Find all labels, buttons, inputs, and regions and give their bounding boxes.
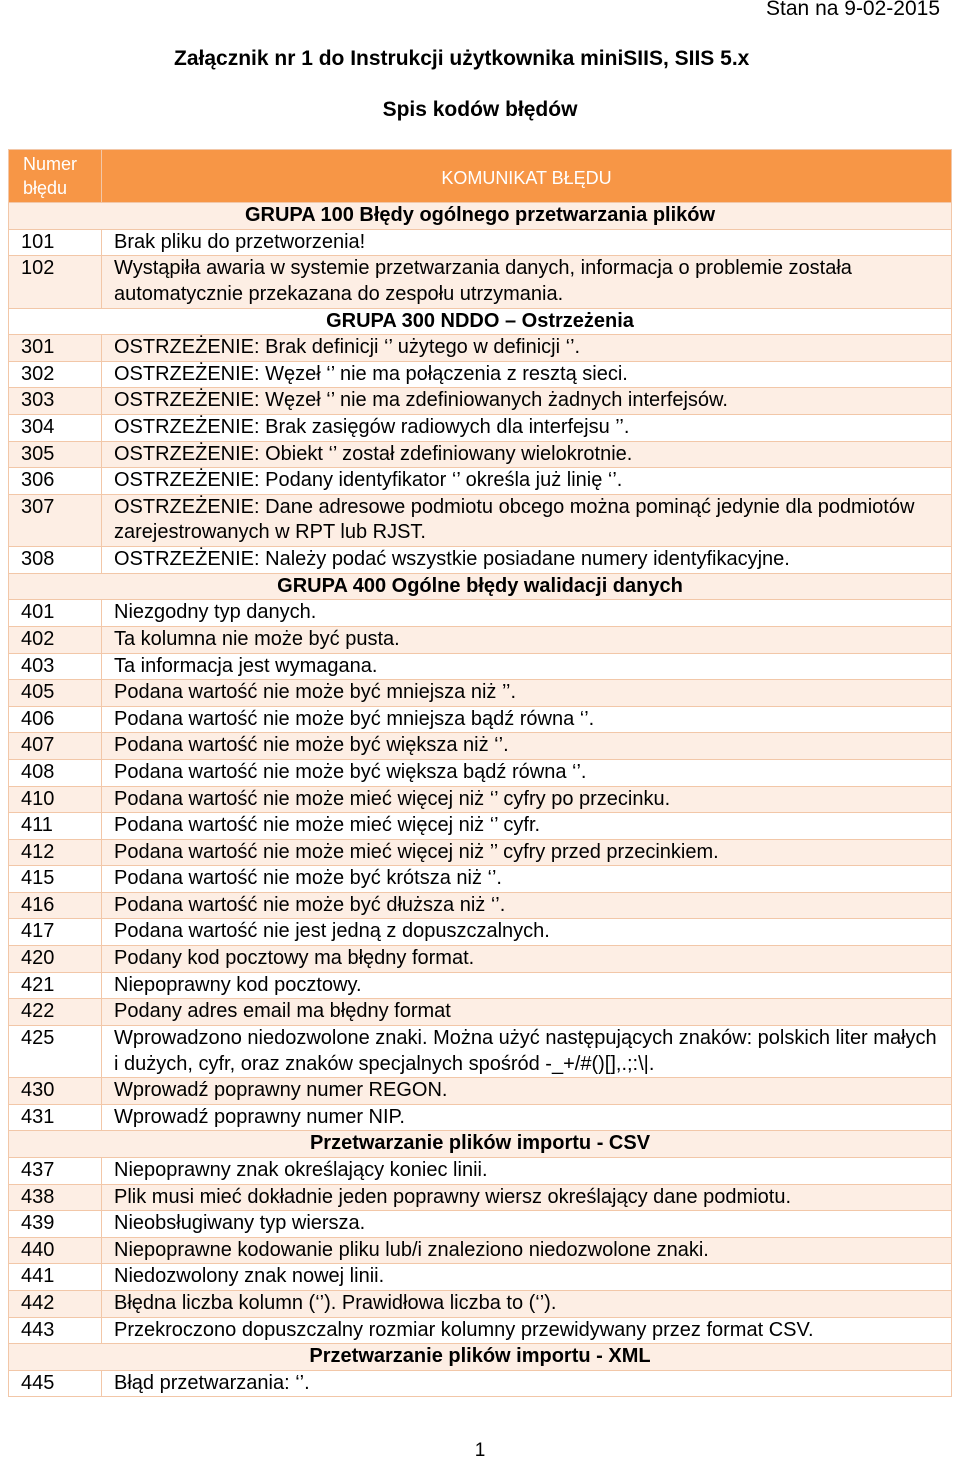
error-code: 302 <box>9 361 102 388</box>
error-code: 443 <box>9 1317 102 1344</box>
error-message: Podana wartość nie może być mniejsza bądź równa ‘’. <box>102 706 952 733</box>
table-row <box>9 335 952 362</box>
error-message: Niepoprawny kod pocztowy. <box>102 972 952 999</box>
table-row <box>9 680 952 707</box>
error-code: 306 <box>9 468 102 495</box>
error-message: Ta informacja jest wymagana. <box>102 653 952 680</box>
error-code: 101 <box>9 229 102 256</box>
table-row <box>9 441 952 468</box>
error-message: Podana wartość nie może mieć więcej niż ‘’ cyfry po przecinku. <box>102 786 952 813</box>
table-row <box>9 256 952 308</box>
error-message: Podana wartość nie może być większa niż ‘’. <box>102 733 952 760</box>
table-row <box>9 972 952 999</box>
table-row <box>9 468 952 495</box>
table-row <box>9 892 952 919</box>
table-row <box>9 866 952 893</box>
table-row <box>9 653 952 680</box>
error-code: 417 <box>9 919 102 946</box>
error-code: 438 <box>9 1184 102 1211</box>
group-title: GRUPA 400 Ogólne błędy walidacji danych <box>9 573 952 600</box>
error-message: Podana wartość nie może mieć więcej niż ’’ cyfry przed przecinkiem. <box>102 839 952 866</box>
error-code: 407 <box>9 733 102 760</box>
table-row <box>9 946 952 973</box>
table-row <box>9 706 952 733</box>
error-code: 408 <box>9 759 102 786</box>
error-code: 415 <box>9 866 102 893</box>
page-number: 1 <box>474 1440 486 1461</box>
status-date: Stan na 9-02-2015 <box>766 0 940 20</box>
table-row <box>9 919 952 946</box>
error-message: Podana wartość nie może być mniejsza niż ’’. <box>102 680 952 707</box>
error-message: Wprowadzono niedozwolone znaki. Można użyć następujących znaków: polskich liter małych i dużych, cyfr, oraz znaków specjalnych spośród -_+/#()[],.;:\|. <box>102 1025 952 1077</box>
error-message: OSTRZEŻENIE: Podany identyfikator ‘’ określa już linię ‘’. <box>102 468 952 495</box>
table-row <box>9 1025 952 1077</box>
error-code: 308 <box>9 547 102 574</box>
error-code: 401 <box>9 600 102 627</box>
table-row <box>9 361 952 388</box>
group-header-row <box>9 203 952 230</box>
table-row <box>9 494 952 546</box>
error-code: 420 <box>9 946 102 973</box>
error-code: 437 <box>9 1158 102 1185</box>
error-code: 301 <box>9 335 102 362</box>
table-row <box>9 1184 952 1211</box>
error-code: 439 <box>9 1211 102 1238</box>
table-header-row <box>9 150 952 203</box>
error-code: 412 <box>9 839 102 866</box>
error-message: OSTRZEŻENIE: Węzeł ‘’ nie ma zdefiniowanych żadnych interfejsów. <box>102 388 952 415</box>
table-row <box>9 999 952 1026</box>
table-row <box>9 600 952 627</box>
error-message: Podana wartość nie może mieć więcej niż ‘’ cyfr. <box>102 813 952 840</box>
error-message: Podany adres email ma błędny format <box>102 999 952 1026</box>
error-code: 410 <box>9 786 102 813</box>
table-row <box>9 733 952 760</box>
table-row <box>9 626 952 653</box>
error-code: 440 <box>9 1237 102 1264</box>
error-code: 425 <box>9 1025 102 1077</box>
table-row <box>9 229 952 256</box>
table-row <box>9 1317 952 1344</box>
group-header-row <box>9 1131 952 1158</box>
table-row <box>9 1211 952 1238</box>
group-title: GRUPA 100 Błędy ogólnego przetwarzania plików <box>9 203 952 230</box>
error-message: OSTRZEŻENIE: Brak definicji ‘’ użytego w definicji ‘’. <box>102 335 952 362</box>
error-message: Błędna liczba kolumn (‘’). Prawidłowa liczba to (‘’). <box>102 1291 952 1318</box>
error-code: 441 <box>9 1264 102 1291</box>
table-row <box>9 1291 952 1318</box>
error-code: 411 <box>9 813 102 840</box>
error-message: Podana wartość nie może być większa bądź równa ‘’. <box>102 759 952 786</box>
error-message: Brak pliku do przetworzenia! <box>102 229 952 256</box>
error-message: OSTRZEŻENIE: Brak zasięgów radiowych dla interfejsu ’’. <box>102 414 952 441</box>
group-title: Przetwarzanie plików importu - XML <box>9 1344 952 1371</box>
error-codes-body <box>9 150 952 1397</box>
error-code: 442 <box>9 1291 102 1318</box>
error-message: Niepoprawny znak określający koniec linii. <box>102 1158 952 1185</box>
error-message: Plik musi mieć dokładnie jeden poprawny wiersz określający dane podmiotu. <box>102 1184 952 1211</box>
error-message: Wystąpiła awaria w systemie przetwarzania danych, informacja o problemie została automatycznie przekazana do zespołu utrzymania. <box>102 256 952 308</box>
error-code: 430 <box>9 1078 102 1105</box>
error-code: 445 <box>9 1370 102 1397</box>
error-message: Błąd przetwarzania: ‘’. <box>102 1370 952 1397</box>
table-row <box>9 1158 952 1185</box>
error-message: Podana wartość nie jest jedną z dopuszczalnych. <box>102 919 952 946</box>
error-code: 305 <box>9 441 102 468</box>
table-row <box>9 1078 952 1105</box>
table-row <box>9 839 952 866</box>
error-message: Niepoprawne kodowanie pliku lub/i znaleziono niedozwolone znaki. <box>102 1237 952 1264</box>
error-code: 102 <box>9 256 102 308</box>
error-message: Podany kod pocztowy ma błędny format. <box>102 946 952 973</box>
group-title: Przetwarzanie plików importu - CSV <box>9 1131 952 1158</box>
header-code: Numer błędu <box>9 150 102 203</box>
error-message: Niedozwolony znak nowej linii. <box>102 1264 952 1291</box>
error-message: Niezgodny typ danych. <box>102 600 952 627</box>
table-row <box>9 388 952 415</box>
group-header-row <box>9 1344 952 1371</box>
header-message: KOMUNIKAT BŁĘDU <box>102 150 952 203</box>
error-message: Ta kolumna nie może być pusta. <box>102 626 952 653</box>
error-message: OSTRZEŻENIE: Węzeł ‘’ nie ma połączenia z resztą sieci. <box>102 361 952 388</box>
error-code: 421 <box>9 972 102 999</box>
error-message: OSTRZEŻENIE: Obiekt ‘’ został zdefiniowany wielokrotnie. <box>102 441 952 468</box>
error-code: 402 <box>9 626 102 653</box>
table-row <box>9 547 952 574</box>
document-subtitle: Spis kodów błędów <box>382 98 578 121</box>
error-message: OSTRZEŻENIE: Dane adresowe podmiotu obcego można pominąć jedynie dla podmiotów zarejestrowanych w RPT lub RJST. <box>102 494 952 546</box>
table-row <box>9 414 952 441</box>
error-code: 406 <box>9 706 102 733</box>
table-row <box>9 1104 952 1131</box>
table-row <box>9 1237 952 1264</box>
error-message: Wprowadź poprawny numer REGON. <box>102 1078 952 1105</box>
error-code: 304 <box>9 414 102 441</box>
document-title: Załącznik nr 1 do Instrukcji użytkownika miniSIIS, SIIS 5.x <box>174 47 750 70</box>
group-header-row <box>9 573 952 600</box>
table-row <box>9 1264 952 1291</box>
error-code: 405 <box>9 680 102 707</box>
error-code: 303 <box>9 388 102 415</box>
error-code: 422 <box>9 999 102 1026</box>
error-message: Wprowadź poprawny numer NIP. <box>102 1104 952 1131</box>
table-row <box>9 786 952 813</box>
error-code: 431 <box>9 1104 102 1131</box>
error-message: OSTRZEŻENIE: Należy podać wszystkie posiadane numery identyfikacyjne. <box>102 547 952 574</box>
group-header-row <box>9 308 952 335</box>
table-row <box>9 1370 952 1397</box>
group-title: GRUPA 300 NDDO – Ostrzeżenia <box>9 308 952 335</box>
table-row <box>9 759 952 786</box>
error-code: 416 <box>9 892 102 919</box>
table-row <box>9 813 952 840</box>
error-message: Nieobsługiwany typ wiersza. <box>102 1211 952 1238</box>
error-codes-table <box>8 149 952 1397</box>
error-message: Przekroczono dopuszczalny rozmiar kolumny przewidywany przez format CSV. <box>102 1317 952 1344</box>
error-message: Podana wartość nie może być krótsza niż ‘’. <box>102 866 952 893</box>
error-message: Podana wartość nie może być dłuższa niż ‘’. <box>102 892 952 919</box>
error-code: 403 <box>9 653 102 680</box>
error-code: 307 <box>9 494 102 546</box>
